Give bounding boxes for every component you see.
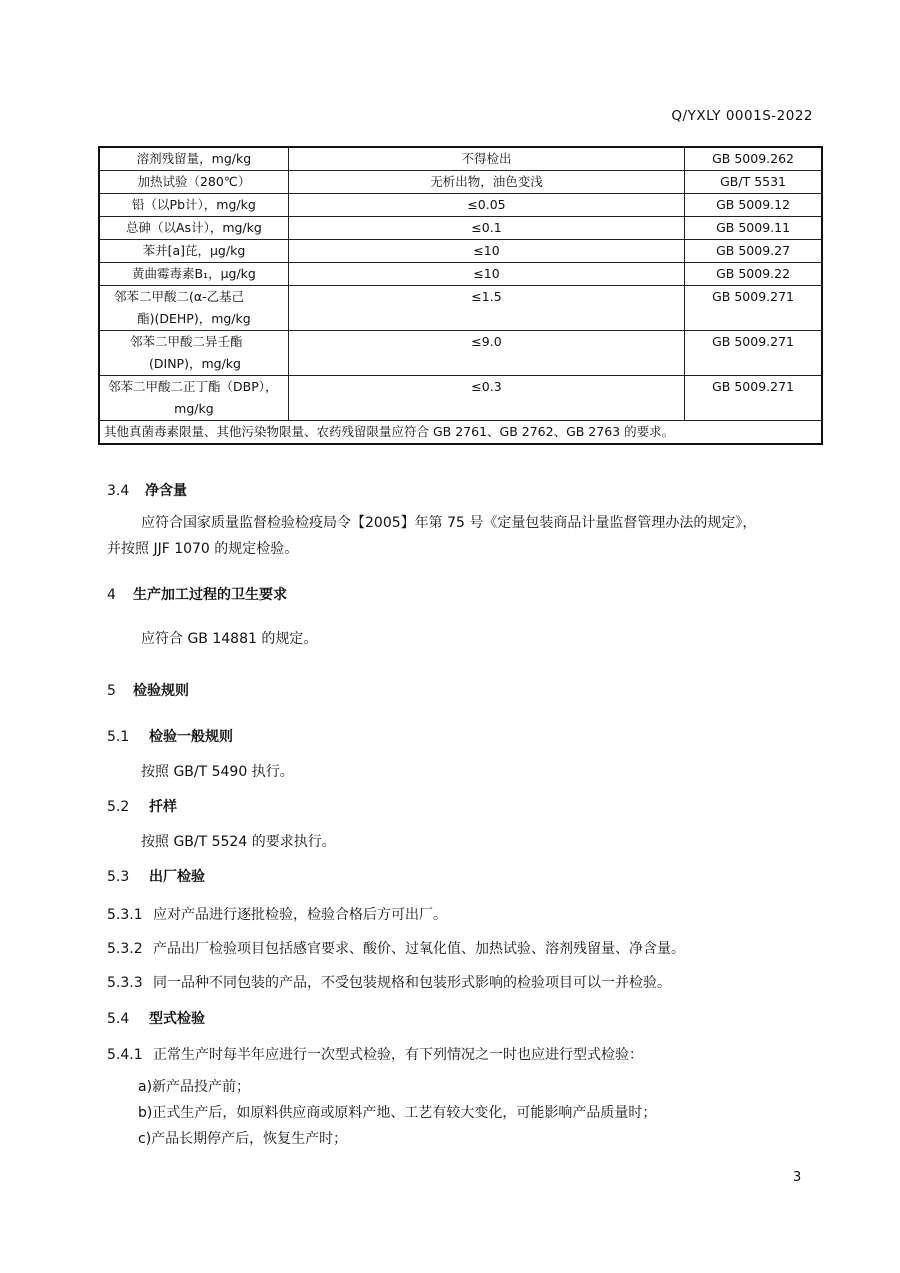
- clause-number: 5.4.1: [107, 1047, 143, 1063]
- page-number: 3: [793, 1170, 802, 1185]
- section-title: 检验一般规则: [149, 729, 233, 745]
- item-cell: [99, 147, 288, 171]
- clause-text: 应对产品进行逐批检验，检验合格后方可出厂。: [153, 907, 447, 923]
- item-cell: [99, 376, 288, 421]
- specification-table: [98, 146, 823, 445]
- item-line: 邻苯二甲酸二异壬酯: [130, 334, 243, 349]
- section-3-4-heading: [107, 480, 187, 500]
- paragraph: 应符合国家质量监督检验检疫局令【2005】年第 75 号《定量包装商品计量监督管理办法的规定》，: [141, 515, 757, 531]
- section-5-4-heading: [107, 1008, 205, 1028]
- section-title: 型式检验: [149, 1011, 205, 1027]
- method-cell: GB/T 5531: [685, 171, 822, 194]
- clause-text: 同一品种不同包装的产品，不受包装规格和包装形式影响的检验项目可以一并检验。: [153, 975, 671, 991]
- item-line: 溶剂残留量，mg/kg: [136, 151, 252, 166]
- section-5-1-heading: [107, 726, 233, 746]
- limit-cell: 无析出物，油色变浅: [288, 171, 684, 194]
- table-row: [99, 376, 822, 421]
- section-5-heading: [107, 680, 189, 700]
- clause-number: 5.3.3: [107, 975, 143, 991]
- table-row: [99, 217, 822, 240]
- method-cell: GB 5009.22: [685, 263, 822, 286]
- item-line: 总砷（以As计），mg/kg: [126, 220, 262, 235]
- item-line: 加热试验（280℃）: [137, 174, 251, 189]
- clause-text: 正常生产时每半年应进行一次型式检验，有下列情况之一时也应进行型式检验：: [153, 1047, 643, 1063]
- item-line: mg/kg: [174, 401, 214, 416]
- limit-cell: ≤0.3: [288, 376, 684, 421]
- list-item: a)新产品投产前；: [138, 1079, 251, 1095]
- item-cell: [99, 217, 288, 240]
- section-title: 扦样: [149, 799, 177, 815]
- section-number: 5.4: [107, 1011, 130, 1027]
- section-5-3-heading: [107, 866, 205, 886]
- list-item: c)产品长期停产后，恢复生产时；: [138, 1131, 348, 1147]
- method-cell: GB 5009.271: [685, 286, 822, 331]
- limit-cell: ≤9.0: [288, 331, 684, 376]
- table-row: [99, 240, 822, 263]
- list-item: b)正式生产后，如原料供应商或原料产地、工艺有较大变化，可能影响产品质量时；: [138, 1105, 657, 1121]
- clause-number: 5.3.2: [107, 941, 143, 957]
- method-cell: GB 5009.271: [685, 376, 822, 421]
- document-code: Q/YXLY 0001S-2022: [671, 108, 813, 124]
- limit-cell: 不得检出: [288, 147, 684, 171]
- limit-cell: ≤10: [288, 240, 684, 263]
- limit-cell: ≤0.1: [288, 217, 684, 240]
- limit-cell: ≤0.05: [288, 194, 684, 217]
- limit-cell: ≤10: [288, 263, 684, 286]
- method-cell: GB 5009.11: [685, 217, 822, 240]
- method-cell: GB 5009.27: [685, 240, 822, 263]
- item-cell: [99, 286, 288, 331]
- table-row: [99, 194, 822, 217]
- table-row: [99, 171, 822, 194]
- item-line: 黄曲霉毒素B₁，μg/kg: [131, 266, 256, 281]
- item-line: 邻苯二甲酸二正丁酯（DBP），: [108, 379, 278, 394]
- section-4-heading: [107, 584, 287, 604]
- item-cell: [99, 240, 288, 263]
- paragraph: 按照 GB/T 5490 执行。: [141, 764, 294, 780]
- table-row: [99, 147, 822, 171]
- section-number: 5.2: [107, 799, 130, 815]
- clause-5-4-1: [107, 1044, 643, 1064]
- limit-cell: ≤1.5: [288, 286, 684, 331]
- table-row: [99, 263, 822, 286]
- paragraph: 按照 GB/T 5524 的要求执行。: [141, 834, 336, 850]
- method-cell: GB 5009.262: [685, 147, 822, 171]
- clause-text: 产品出厂检验项目包括感官要求、酸价、过氧化值、加热试验、溶剂残留量、净含量。: [153, 941, 685, 957]
- method-cell: GB 5009.12: [685, 194, 822, 217]
- section-title: 生产加工过程的卫生要求: [133, 587, 287, 603]
- clause-number: 5.3.1: [107, 907, 143, 923]
- paragraph: 应符合 GB 14881 的规定。: [141, 631, 318, 647]
- item-line: 铅（以Pb计），mg/kg: [132, 197, 256, 212]
- item-line: (DINP)，mg/kg: [149, 356, 241, 371]
- section-number: 5.3: [107, 869, 130, 885]
- section-title: 出厂检验: [149, 869, 205, 885]
- item-line: 邻苯二甲酸二(α-乙基己: [114, 289, 245, 304]
- section-number: 5.1: [107, 729, 130, 745]
- table-note-row: [99, 421, 822, 445]
- clause-5-3-1: [107, 904, 447, 924]
- section-title: 检验规则: [133, 683, 189, 699]
- section-number: 5: [107, 683, 116, 699]
- section-title: 净含量: [145, 483, 187, 499]
- item-cell: [99, 171, 288, 194]
- item-cell: [99, 331, 288, 376]
- method-cell: GB 5009.271: [685, 331, 822, 376]
- item-cell: [99, 263, 288, 286]
- section-number: 4: [107, 587, 116, 603]
- item-line: 酯)(DEHP)，mg/kg: [137, 311, 251, 326]
- paragraph: 并按照 JJF 1070 的规定检验。: [107, 541, 299, 557]
- item-cell: [99, 194, 288, 217]
- clause-5-3-3: [107, 972, 671, 992]
- specification-table-body: [99, 147, 822, 444]
- section-5-2-heading: [107, 796, 177, 816]
- table-note: 其他真菌毒素限量、其他污染物限量、农药残留限量应符合 GB 2761、GB 2762、GB 2763 的要求。: [99, 421, 822, 445]
- table-row: [99, 286, 822, 331]
- table-row: [99, 331, 822, 376]
- clause-5-3-2: [107, 938, 685, 958]
- section-number: 3.4: [107, 483, 130, 499]
- item-line: 苯并[a]芘，μg/kg: [142, 243, 246, 258]
